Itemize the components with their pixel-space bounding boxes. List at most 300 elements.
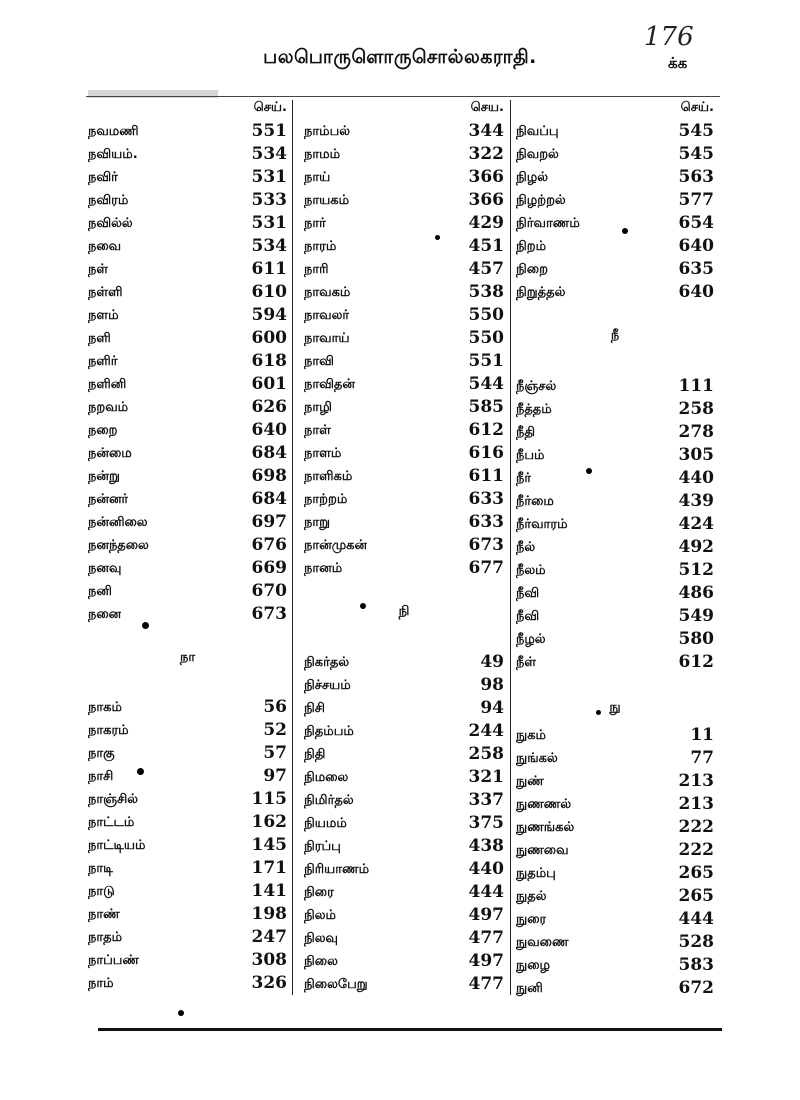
index-entry: [304, 281, 504, 304]
entry-word: நாவலர்: [304, 308, 350, 323]
index-column-3: [516, 100, 714, 304]
entry-word: நிவறல்: [516, 147, 559, 162]
index-entry: [88, 281, 287, 304]
entry-number: 308: [251, 950, 287, 970]
ink-speck: [142, 622, 149, 629]
entry-number: 222: [678, 840, 714, 860]
entry-number: 551: [468, 351, 504, 371]
entry-number: 528: [678, 932, 714, 952]
entry-word: நள்ளி: [88, 285, 123, 300]
index-entry: [88, 396, 287, 419]
entry-number: 57: [263, 743, 287, 763]
index-entry: [304, 651, 504, 674]
entry-word: நிறம்: [516, 239, 547, 254]
index-entry: [304, 973, 504, 996]
index-entry: [88, 903, 287, 926]
index-entry: [88, 189, 287, 212]
entry-number: 344: [468, 121, 504, 141]
ink-speck: [137, 768, 144, 775]
index-entry: [88, 488, 287, 511]
section-heading: நா: [180, 650, 196, 665]
entry-word: நாரி: [304, 262, 329, 277]
entry-word: நவில்ல்: [88, 216, 133, 231]
index-entry: [516, 235, 714, 258]
index-entry: [304, 720, 504, 743]
index-entry: [516, 839, 714, 862]
entry-word: நாகரம்: [88, 723, 129, 738]
ink-speck: [178, 1010, 184, 1016]
ink-speck: [360, 603, 366, 609]
entry-word: நனவு: [88, 561, 122, 576]
entry-word: நுரை: [516, 912, 547, 927]
entry-word: நாரம்: [304, 239, 337, 254]
entry-number: 640: [251, 420, 287, 440]
index-entry: [88, 143, 287, 166]
index-entry: [88, 419, 287, 442]
signature-mark: க்க: [668, 54, 688, 72]
index-entry: [304, 396, 504, 419]
index-entry: [516, 582, 714, 605]
entry-word: நான்முகன்: [304, 538, 368, 553]
entry-number: 594: [251, 305, 287, 325]
index-entry: [516, 421, 714, 444]
index-entry: [88, 949, 287, 972]
index-entry: [88, 465, 287, 488]
entry-word: நிழற்றல்: [516, 193, 566, 208]
page-title: பலபொருளொருசொல்லகராதி.: [263, 46, 537, 68]
entry-word: நீலம்: [516, 563, 546, 578]
entry-number: 52: [263, 720, 287, 740]
entry-word: நாள்: [304, 423, 331, 438]
entry-word: நாஞ்சில்: [88, 792, 139, 807]
ink-speck: [435, 235, 440, 240]
index-entry: [304, 927, 504, 950]
entry-word: நிமிர்தல்: [304, 793, 354, 808]
entry-word: நனி: [88, 584, 112, 599]
index-entry: [88, 742, 287, 765]
entry-number: 512: [678, 560, 714, 580]
entry-word: நீவி: [516, 586, 540, 601]
column-divider: [292, 100, 293, 995]
index-entry: [516, 281, 714, 304]
entry-number: 670: [251, 581, 287, 601]
index-entry: [516, 559, 714, 582]
entry-number: 533: [251, 190, 287, 210]
index-entry: [304, 465, 504, 488]
entry-word: நுகம்: [516, 728, 547, 743]
entry-word: நுணங்கல்: [516, 820, 575, 835]
entry-number: 684: [251, 489, 287, 509]
entry-number: 322: [468, 144, 504, 164]
index-entry: [516, 143, 714, 166]
index-entry: [516, 747, 714, 770]
index-entry: [88, 304, 287, 327]
entry-number: 577: [678, 190, 714, 210]
entry-number: 616: [468, 443, 504, 463]
entry-word: நுவணை: [516, 935, 569, 950]
entry-number: 654: [678, 213, 714, 233]
entry-number: 321: [468, 767, 504, 787]
entry-word: நீர்மை: [516, 494, 554, 509]
entry-number: 497: [468, 905, 504, 925]
index-column-3-part-3: [516, 724, 714, 1000]
entry-word: நீவி: [516, 609, 540, 624]
index-entry: [304, 189, 504, 212]
entry-word: நுண்: [516, 774, 544, 789]
entry-number: 11: [690, 725, 714, 745]
entry-word: நளினி: [88, 377, 127, 392]
entry-number: 162: [251, 812, 287, 832]
entry-word: நாளம்: [304, 446, 342, 461]
entry-word: நள்: [88, 262, 109, 277]
index-entry: [304, 743, 504, 766]
entry-word: நறை: [88, 423, 118, 438]
index-entry: [304, 488, 504, 511]
entry-word: நாயகம்: [304, 193, 350, 208]
index-entry: [304, 166, 504, 189]
entry-number: 633: [468, 512, 504, 532]
entry-number: 438: [468, 836, 504, 856]
index-entry: [304, 858, 504, 881]
entry-number: 77: [690, 748, 714, 768]
entry-word: நாமம்: [304, 147, 341, 162]
entry-number: 258: [468, 744, 504, 764]
entry-number: 366: [468, 167, 504, 187]
index-entry: [304, 143, 504, 166]
entry-word: நிறுத்தல்: [516, 285, 566, 300]
entry-number: 640: [678, 236, 714, 256]
index-entry: [88, 719, 287, 742]
index-entry: [304, 881, 504, 904]
entry-word: நாளிகம்: [304, 469, 353, 484]
entry-number: 213: [678, 771, 714, 791]
entry-word: நாவி: [304, 354, 334, 369]
entry-number: 684: [251, 443, 287, 463]
index-entry: [88, 511, 287, 534]
entry-word: நிறை: [516, 262, 548, 277]
entry-word: நனந்தலை: [88, 538, 149, 553]
index-entry: [88, 926, 287, 949]
entry-word: நாடு: [88, 884, 115, 899]
entry-number: 551: [251, 121, 287, 141]
entry-word: நீழல்: [516, 632, 546, 647]
entry-word: நவமணி: [88, 124, 139, 139]
index-entry: [88, 373, 287, 396]
entry-number: 563: [678, 167, 714, 187]
entry-word: நனை: [88, 607, 122, 622]
index-entry: [516, 398, 714, 421]
entry-number: 265: [678, 863, 714, 883]
entry-number: 56: [263, 697, 287, 717]
entry-word: நன்று: [88, 469, 120, 484]
entry-number: 601: [251, 374, 287, 394]
index-entry: [304, 812, 504, 835]
index-entry: [88, 235, 287, 258]
entry-word: நிரப்பு: [304, 839, 341, 854]
index-entry: [516, 536, 714, 559]
entry-number: 429: [468, 213, 504, 233]
entry-word: நுனி: [516, 981, 543, 996]
index-entry: [88, 765, 287, 788]
index-entry: [516, 931, 714, 954]
entry-number: 672: [678, 978, 714, 998]
index-entry: [304, 120, 504, 143]
entry-number: 580: [678, 629, 714, 649]
entry-number: 531: [251, 213, 287, 233]
entry-number: 326: [251, 973, 287, 993]
entry-number: 247: [251, 927, 287, 947]
entry-number: 94: [480, 698, 504, 718]
index-entry: [516, 166, 714, 189]
entry-word: நாம்பல்: [304, 124, 351, 139]
entry-word: நாழி: [304, 400, 332, 415]
index-entry: [516, 885, 714, 908]
index-entry: [516, 793, 714, 816]
section-heading: நி: [398, 604, 410, 619]
index-entry: [516, 490, 714, 513]
entry-word: நவிரம்: [88, 193, 129, 208]
footer-rule: [98, 1028, 722, 1031]
index-entry: [88, 580, 287, 603]
entry-number: 531: [251, 167, 287, 187]
index-entry: [516, 375, 714, 398]
entry-word: நிகர்தல்: [304, 655, 350, 670]
ink-speck: [586, 468, 592, 474]
page-number: 176: [644, 22, 694, 52]
column-divider: [510, 100, 511, 995]
entry-number: 497: [468, 951, 504, 971]
entry-word: நாட்டம்: [88, 815, 135, 830]
index-entry: [516, 862, 714, 885]
entry-number: 544: [468, 374, 504, 394]
entry-number: 545: [678, 121, 714, 141]
entry-word: நீஞ்சல்: [516, 379, 557, 394]
index-column-1-part-2: [88, 696, 287, 995]
index-entry: [88, 442, 287, 465]
entry-word: நுங்கல்: [516, 751, 558, 766]
entry-number: 677: [468, 558, 504, 578]
column-header: செய்.: [680, 100, 714, 115]
index-entry: [88, 166, 287, 189]
entry-word: நீதி: [516, 425, 535, 440]
entry-number: 669: [251, 558, 287, 578]
entry-word: நவை: [88, 239, 122, 254]
entry-number: 337: [468, 790, 504, 810]
entry-word: நுதம்பு: [516, 866, 556, 881]
index-column-3-part-2: [516, 375, 714, 674]
index-entry: [516, 770, 714, 793]
index-entry: [516, 605, 714, 628]
index-entry: [304, 419, 504, 442]
entry-number: 278: [678, 422, 714, 442]
index-entry: [88, 788, 287, 811]
index-entry: [88, 880, 287, 903]
entry-number: 550: [468, 328, 504, 348]
entry-number: 440: [678, 468, 714, 488]
entry-number: 457: [468, 259, 504, 279]
entry-number: 612: [678, 652, 714, 672]
index-entry: [516, 954, 714, 977]
index-entry: [516, 816, 714, 839]
entry-number: 477: [468, 974, 504, 994]
entry-word: நுதல்: [516, 889, 547, 904]
section-heading: நீ: [610, 328, 620, 343]
entry-word: நன்மை: [88, 446, 132, 461]
entry-number: 612: [468, 420, 504, 440]
entry-number: 534: [251, 144, 287, 164]
entry-number: 141: [251, 881, 287, 901]
index-entry: [304, 904, 504, 927]
index-entry: [88, 350, 287, 373]
index-entry: [304, 258, 504, 281]
entry-number: 626: [251, 397, 287, 417]
entry-word: நாகம்: [88, 700, 122, 715]
entry-number: 375: [468, 813, 504, 833]
entry-word: நாசி: [88, 769, 114, 784]
entry-number: 492: [678, 537, 714, 557]
index-entry: [304, 373, 504, 396]
entry-number: 111: [678, 376, 714, 396]
header-rule: [86, 96, 720, 97]
index-entry: [304, 950, 504, 973]
entry-number: 698: [251, 466, 287, 486]
entry-word: நுணணல்: [516, 797, 572, 812]
entry-number: 451: [468, 236, 504, 256]
entry-number: 444: [678, 909, 714, 929]
entry-number: 640: [678, 282, 714, 302]
index-entry: [304, 674, 504, 697]
entry-number: 610: [251, 282, 287, 302]
entry-number: 549: [678, 606, 714, 626]
entry-number: 697: [251, 512, 287, 532]
entry-word: நானம்: [304, 561, 343, 576]
entry-number: 440: [468, 859, 504, 879]
entry-number: 213: [678, 794, 714, 814]
entry-word: நாகு: [88, 746, 115, 761]
entry-word: நிர்வாணம்: [516, 216, 580, 231]
index-entry: [88, 972, 287, 995]
index-entry: [304, 327, 504, 350]
entry-number: 611: [251, 259, 287, 279]
entry-number: 583: [678, 955, 714, 975]
index-entry: [516, 513, 714, 536]
entry-word: நீத்தம்: [516, 402, 552, 417]
entry-word: நீல்: [516, 540, 536, 555]
ink-speck: [596, 710, 601, 715]
index-entry: [516, 212, 714, 235]
column-header: செய.: [470, 100, 504, 115]
entry-word: நீபம்: [516, 448, 545, 463]
entry-word: நாற்றம்: [304, 492, 348, 507]
entry-word: நுழை: [516, 958, 550, 973]
index-entry: [88, 120, 287, 143]
index-entry: [304, 697, 504, 720]
index-entry: [304, 835, 504, 858]
index-entry: [304, 511, 504, 534]
entry-number: 424: [678, 514, 714, 534]
entry-word: நன்னர்: [88, 492, 129, 507]
index-entry: [88, 327, 287, 350]
entry-word: நாறு: [304, 515, 330, 530]
entry-number: 600: [251, 328, 287, 348]
entry-word: நாய்: [304, 170, 331, 185]
entry-word: நவிர்: [88, 170, 118, 185]
entry-number: 538: [468, 282, 504, 302]
entry-number: 198: [251, 904, 287, 924]
entry-number: 98: [480, 675, 504, 695]
index-entry: [88, 212, 287, 235]
index-entry: [516, 444, 714, 467]
entry-word: நாவகம்: [304, 285, 351, 300]
entry-number: 673: [468, 535, 504, 555]
index-entry: [516, 908, 714, 931]
entry-number: 477: [468, 928, 504, 948]
entry-number: 49: [480, 652, 504, 672]
entry-number: 585: [468, 397, 504, 417]
entry-word: நாதம்: [88, 930, 123, 945]
index-entry: [304, 557, 504, 580]
index-entry: [304, 350, 504, 373]
index-entry: [516, 258, 714, 281]
index-entry: [516, 189, 714, 212]
entry-number: 545: [678, 144, 714, 164]
index-entry: [516, 628, 714, 651]
entry-number: 305: [678, 445, 714, 465]
entry-word: நாண்: [88, 907, 120, 922]
index-entry: [88, 534, 287, 557]
entry-word: நீர்: [516, 471, 532, 486]
section-heading: நு: [609, 700, 621, 715]
entry-word: நிரை: [304, 885, 334, 900]
index-entry: [516, 120, 714, 143]
entry-word: நிலம்: [304, 908, 337, 923]
entry-word: நாவிதன்: [304, 377, 355, 392]
entry-word: நாவாய்: [304, 331, 350, 346]
index-column-1: [88, 100, 287, 626]
entry-number: 676: [251, 535, 287, 555]
entry-word: நுணவை: [516, 843, 569, 858]
entry-word: நாட்டியம்: [88, 838, 146, 853]
index-entry: [304, 442, 504, 465]
entry-word: நிலை: [304, 954, 338, 969]
index-column-2: [304, 100, 504, 580]
entry-word: நிரியாணம்: [304, 862, 370, 877]
index-entry: [304, 789, 504, 812]
entry-word: நறவம்: [88, 400, 129, 415]
entry-word: நிமலை: [304, 770, 349, 785]
entry-number: 366: [468, 190, 504, 210]
entry-word: நாம்: [88, 976, 114, 991]
index-column-2-part-2: [304, 651, 504, 996]
entry-number: 97: [263, 766, 287, 786]
entry-number: 258: [678, 399, 714, 419]
entry-number: 534: [251, 236, 287, 256]
index-entry: [304, 212, 504, 235]
entry-word: நாடி: [88, 861, 114, 876]
ink-speck: [622, 228, 628, 234]
entry-number: 444: [468, 882, 504, 902]
index-entry: [88, 557, 287, 580]
entry-word: நவியம்.: [88, 147, 138, 162]
entry-word: நன்னிலை: [88, 515, 148, 530]
entry-word: நாப்பண்: [88, 953, 140, 968]
entry-word: நியமம்: [304, 816, 347, 831]
entry-number: 618: [251, 351, 287, 371]
index-entry: [304, 304, 504, 327]
index-entry: [304, 235, 504, 258]
entry-word: நிவப்பு: [516, 124, 559, 139]
entry-number: 439: [678, 491, 714, 511]
